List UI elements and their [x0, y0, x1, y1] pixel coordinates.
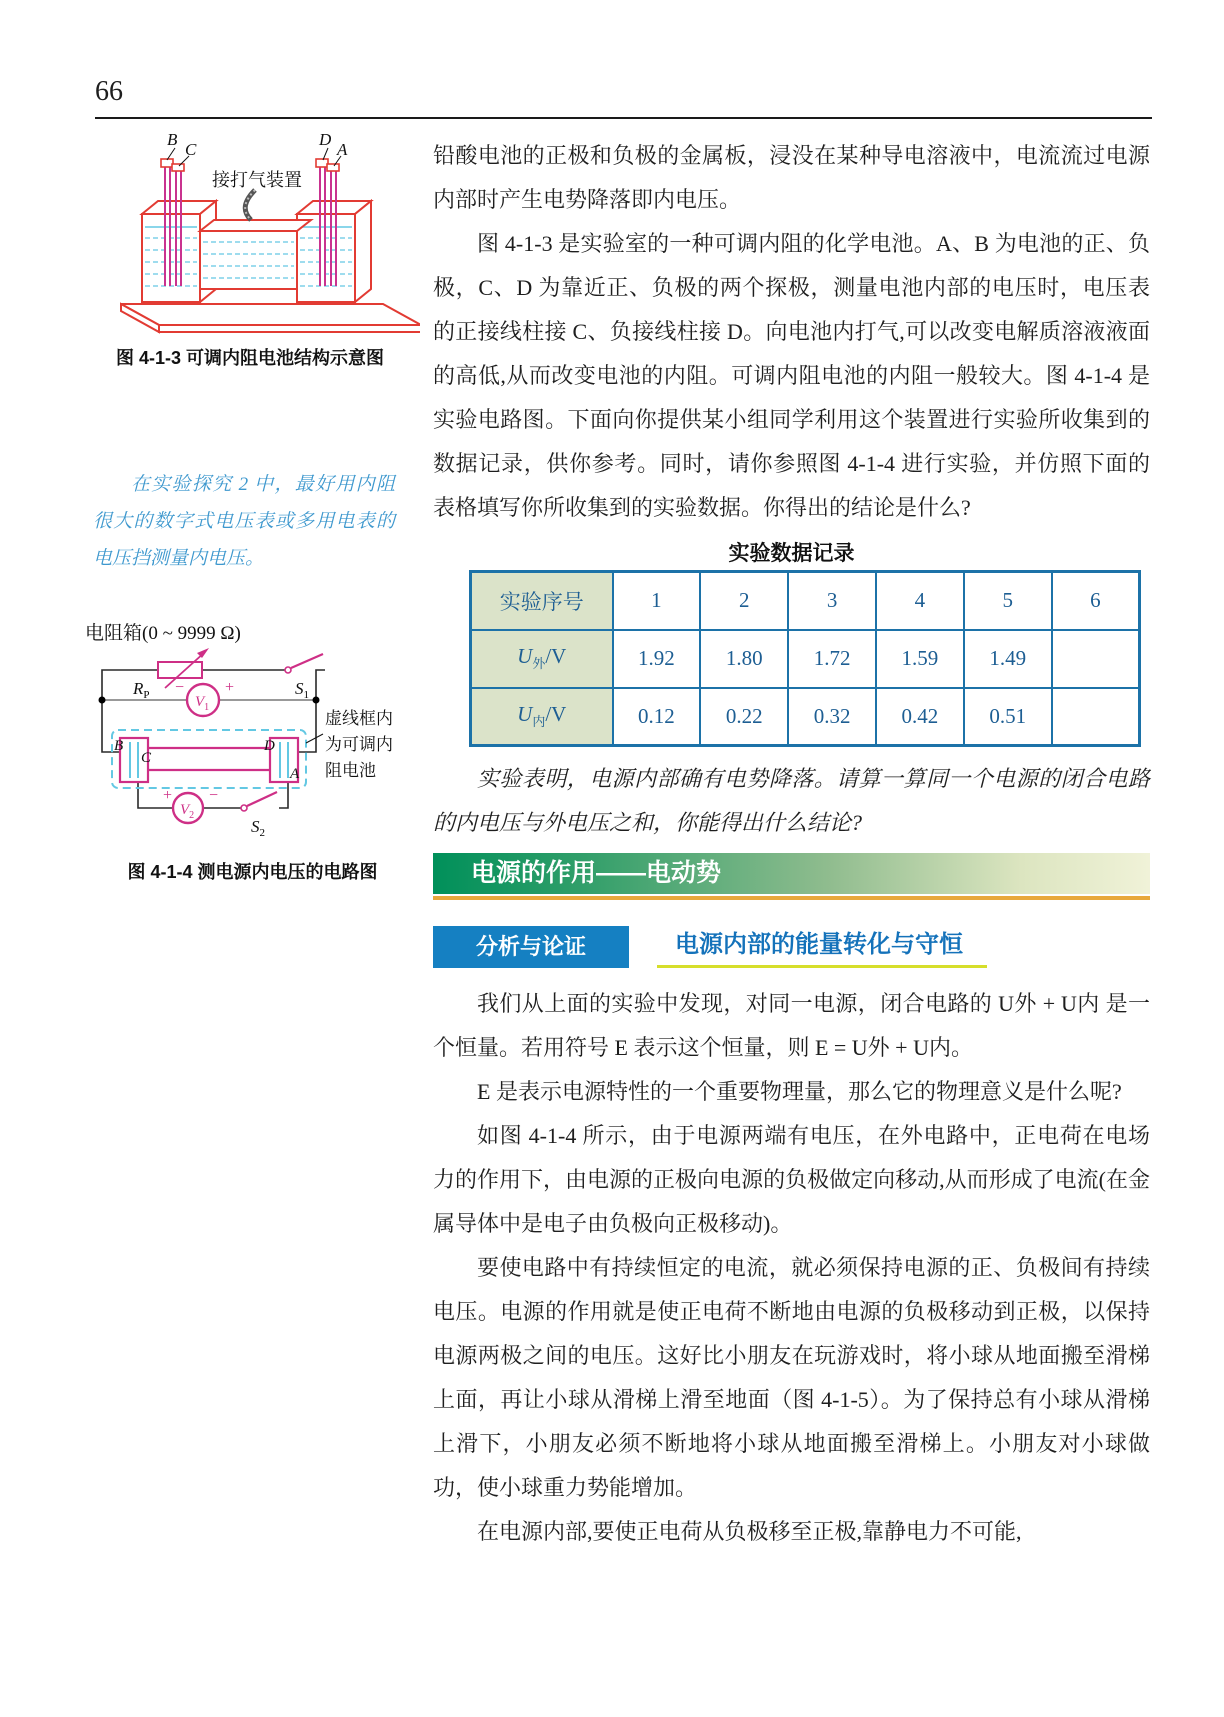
- subsection-header: [433, 924, 1150, 968]
- annotation-pointer: [306, 734, 323, 743]
- v2-minus-sign: −: [209, 787, 219, 804]
- table-row: [471, 630, 1140, 688]
- annotation-line3: 阻电池: [325, 761, 376, 780]
- paragraph-e-meaning: E 是表示电源特性的一个重要物理量，那么它的物理意义是什么呢?: [477, 1079, 1122, 1104]
- table-cell: 0.42: [876, 688, 964, 746]
- section-header: 电源的作用——电动势: [433, 853, 1150, 894]
- paragraph-inside-source: 在电源内部,要使正电荷从负极移至正极,靠静电力不可能,: [477, 1519, 1022, 1544]
- paragraph-constant-e: 我们从上面的实验中发现，对同一电源，闭合电路的 U外 + U内 是一个恒量。若用符号 E 表示这个恒量，则 E = U外 + U内。: [433, 991, 1150, 1060]
- table-header-cell: $U_内/V$: [471, 688, 613, 746]
- label-terminal-b: B: [114, 738, 124, 754]
- figure-4-1-4-caption: 图 4-1-4 测电源内电压的电路图: [127, 862, 378, 882]
- table-header-cell: $U_外/V$: [471, 630, 613, 688]
- figure-4-1-3-caption: 图 4-1-3 可调内阻电池结构示意图: [115, 348, 385, 368]
- table-title: 实验数据记录: [728, 542, 855, 565]
- voltmeter-v2-label: $V_2$: [180, 802, 195, 821]
- label-d: D: [319, 130, 332, 149]
- table-cell: 1.92: [613, 630, 701, 688]
- experiment-data-table: [469, 570, 1141, 747]
- figure-4-1-3-battery-structure: [85, 128, 420, 342]
- v2-plus-sign: +: [163, 787, 173, 804]
- table-cell: 5: [964, 572, 1052, 630]
- figure-4-1-4-circuit: [85, 648, 420, 848]
- paragraph-lead-acid: 铅酸电池的正极和负极的金属板，浸没在某种导电溶液中，电流流过电源内部时产生电势降落即内电压。: [433, 143, 1150, 212]
- label-c: C: [185, 140, 197, 159]
- label-s1: $S_1$: [295, 679, 309, 701]
- table-row: [471, 688, 1140, 746]
- page-number: 66: [95, 76, 123, 107]
- switch-s2: [241, 792, 277, 811]
- table-cell: 1.59: [876, 630, 964, 688]
- resistance-box-label: 电阻箱(0 ~ 9999 Ω): [85, 623, 241, 644]
- annotation-line1: 虚线框内: [325, 709, 393, 728]
- table-cell: 1.80: [700, 630, 788, 688]
- annotation-line2: 为可调内: [325, 735, 393, 754]
- table-cell: 4: [876, 572, 964, 630]
- label-b: B: [167, 130, 178, 149]
- paragraph-external-circuit: 如图 4-1-4 所示，由于电源两端有电压，在外电路中，正电荷在电场力的作用下，由电源的正极向电源的负极做定向移动,从而形成了电流(在金属导体中是电子由负极向正极移动)。: [433, 1123, 1150, 1236]
- label-a: A: [337, 140, 348, 159]
- v1-plus-sign: +: [225, 679, 235, 696]
- right-cell: [297, 201, 371, 302]
- table-cell: 6: [1052, 572, 1140, 630]
- table-cell: [1052, 630, 1140, 688]
- margin-note: 在实验探究 2 中，最好用内阻很大的数字式电压表或多用电表的电压挡测量内电压。: [93, 474, 395, 569]
- label-terminal-a: A: [290, 766, 300, 782]
- label-rp: $R_P$: [133, 679, 150, 701]
- paragraph-question: 实验表明，电源内部确有电势降落。请算一算同一个电源的闭合电路的内电压与外电压之和，你能得出什么结论?: [433, 766, 1150, 835]
- table-cell: [1052, 688, 1140, 746]
- label-s2: $S_2$: [251, 817, 265, 839]
- table-cell: 0.22: [700, 688, 788, 746]
- table-header-cell: 实验序号: [471, 572, 613, 630]
- main-column: [433, 134, 1150, 1554]
- connecting-channel: [200, 220, 311, 289]
- header-rule: [95, 117, 1152, 119]
- section-gold-rule: [433, 896, 1150, 900]
- voltmeter-v1-label: $V_1$: [195, 694, 210, 713]
- table-cell: 1.72: [788, 630, 876, 688]
- table-cell: 1: [613, 572, 701, 630]
- paragraph-fig413-description: 图 4-1-3 是实验室的一种可调内阻的化学电池。A、B 为电池的正、负极，C、D 为靠近正、负极的两个探极，测量电池内部的电压时，电压表的正接线柱接 C、负接线柱接 D。向电池内打气,可以改变电解质溶液液面的高低,从而改变电池的内阻。可调内阻电池的内阻一般较大。图 4-1-4 是实验电路图。下面向你提供某小组同学利用这个装置进行实验所收集到的数据记录，供你参考。同时，请你参照图 4-1-4 进行实验，并仿照下面的表格填写你所收集到的实验数据。你得出的结论是什么?: [433, 231, 1150, 520]
- label-terminal-d: D: [264, 738, 275, 754]
- analysis-badge: 分析与论证: [433, 926, 629, 968]
- paragraph-slide-analogy: 要使电路中有持续恒定的电流，就必须保持电源的正、负极间有持续电压。电源的作用就是使正电荷不断地由电源的负极移动到正极，以保持电源两极之间的电压。这好比小朋友在玩游戏时，将小球从地面搬至滑梯上面，再让小球从滑梯上滑至地面（图 4-1-5）。为了保持总有小球从滑梯上滑下，小朋友必须不断地将小球从地面搬至滑梯上。小朋友对小球做功，使小球重力势能增加。: [433, 1255, 1150, 1500]
- table-cell: 0.51: [964, 688, 1052, 746]
- table-row: [471, 572, 1140, 630]
- label-terminal-c: C: [141, 750, 152, 766]
- table-cell: 1.49: [964, 630, 1052, 688]
- base-platform: [121, 304, 420, 332]
- table-cell: 0.32: [788, 688, 876, 746]
- pump-label: 接打气装置: [212, 170, 302, 190]
- subsection-headline: 电源内部的能量转化与守恒: [657, 924, 987, 968]
- table-cell: 0.12: [613, 688, 701, 746]
- table-cell: 2: [700, 572, 788, 630]
- table-cell: 3: [788, 572, 876, 630]
- v1-minus-sign: −: [175, 679, 185, 696]
